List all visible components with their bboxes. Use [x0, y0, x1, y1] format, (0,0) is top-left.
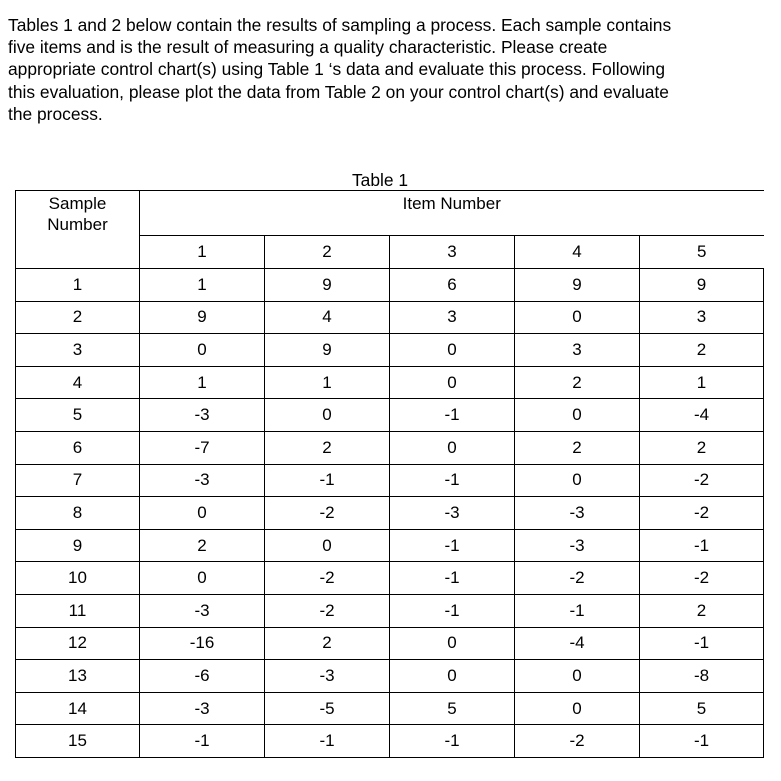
table-row — [16, 464, 764, 497]
value-cell: -2 — [640, 464, 764, 497]
item-column-header: 1 — [140, 236, 265, 269]
value-cell: 2 — [515, 431, 640, 464]
sample-number-cell: 8 — [16, 497, 140, 530]
value-cell: 2 — [640, 334, 764, 367]
table-row — [16, 497, 764, 530]
sample-number-cell: 1 — [16, 269, 140, 302]
value-cell: 0 — [390, 334, 515, 367]
value-cell: -2 — [265, 594, 390, 627]
table-row — [16, 725, 764, 758]
value-cell: 2 — [515, 366, 640, 399]
table-row — [16, 334, 764, 367]
value-cell: -2 — [515, 562, 640, 595]
value-cell: 0 — [390, 627, 515, 660]
table-row — [16, 594, 764, 627]
value-cell: -2 — [265, 562, 390, 595]
table-row — [16, 366, 764, 399]
sample-number-cell: 13 — [16, 660, 140, 693]
value-cell: 2 — [140, 529, 265, 562]
value-cell: 0 — [390, 431, 515, 464]
value-cell: 0 — [515, 399, 640, 432]
item-column-header: 3 — [390, 236, 515, 269]
value-cell: -8 — [640, 660, 764, 693]
value-cell: -1 — [640, 725, 764, 758]
value-cell: 5 — [640, 692, 764, 725]
value-cell: -3 — [265, 660, 390, 693]
value-cell: 2 — [640, 431, 764, 464]
sample-number-header: Sample Number — [16, 191, 140, 269]
sample-number-cell: 12 — [16, 627, 140, 660]
value-cell: -16 — [140, 627, 265, 660]
value-cell: -2 — [640, 562, 764, 595]
table-row — [16, 562, 764, 595]
value-cell: -3 — [515, 497, 640, 530]
value-cell: 4 — [265, 301, 390, 334]
value-cell: 0 — [140, 497, 265, 530]
sample-number-cell: 3 — [16, 334, 140, 367]
value-cell: -1 — [390, 562, 515, 595]
value-cell: 6 — [390, 269, 515, 302]
table-row — [16, 627, 764, 660]
value-cell: 0 — [390, 660, 515, 693]
value-cell: 3 — [640, 301, 764, 334]
item-column-header: 2 — [265, 236, 390, 269]
sample-number-cell: 7 — [16, 464, 140, 497]
table-title: Table 1 — [351, 170, 409, 190]
value-cell: 1 — [640, 366, 764, 399]
value-cell: 0 — [515, 660, 640, 693]
value-cell: 2 — [640, 594, 764, 627]
table-row — [16, 660, 764, 693]
value-cell: -1 — [140, 725, 265, 758]
value-cell: 9 — [640, 269, 764, 302]
data-table — [15, 190, 764, 758]
value-cell: -1 — [265, 464, 390, 497]
value-cell: -3 — [390, 497, 515, 530]
value-cell: -1 — [390, 725, 515, 758]
table-row — [16, 301, 764, 334]
value-cell: -1 — [640, 627, 764, 660]
value-cell: -1 — [515, 594, 640, 627]
item-column-header: 4 — [515, 236, 640, 269]
sample-number-cell: 11 — [16, 594, 140, 627]
value-cell: -1 — [390, 399, 515, 432]
value-cell: 3 — [390, 301, 515, 334]
item-number-header: Item Number — [140, 191, 764, 236]
value-cell: -4 — [640, 399, 764, 432]
instructions-paragraph: Tables 1 and 2 below contain the results of sampling a process. Each sample contains five items and is the result of measuring a quality characteristic. Please create appropriate control chart(s) using Table 1 ‘s data and evaluate this process. Following this evaluation, please plot the data from Table 2 on your control chart(s) and evaluate the process. — [8, 15, 672, 124]
value-cell: -6 — [140, 660, 265, 693]
sample-number-cell: 14 — [16, 692, 140, 725]
item-column-header: 5 — [640, 236, 764, 269]
table-body — [16, 269, 764, 758]
sample-number-cell: 4 — [16, 366, 140, 399]
value-cell: 1 — [140, 269, 265, 302]
value-cell: -3 — [140, 692, 265, 725]
value-cell: -3 — [515, 529, 640, 562]
value-cell: 0 — [265, 399, 390, 432]
table-row — [16, 269, 764, 302]
value-cell: 1 — [265, 366, 390, 399]
table-row — [16, 431, 764, 464]
value-cell: -3 — [140, 399, 265, 432]
table-row — [16, 692, 764, 725]
value-cell: -3 — [140, 594, 265, 627]
sample-number-cell: 10 — [16, 562, 140, 595]
table-row — [16, 399, 764, 432]
value-cell: -1 — [390, 594, 515, 627]
value-cell: -1 — [390, 464, 515, 497]
value-cell: -1 — [640, 529, 764, 562]
value-cell: 0 — [140, 562, 265, 595]
sample-number-cell: 2 — [16, 301, 140, 334]
value-cell: 9 — [265, 269, 390, 302]
value-cell: -1 — [265, 725, 390, 758]
value-cell: -7 — [140, 431, 265, 464]
value-cell: 0 — [140, 334, 265, 367]
value-cell: 0 — [515, 692, 640, 725]
value-cell: 0 — [515, 464, 640, 497]
value-cell: -4 — [515, 627, 640, 660]
value-cell: 0 — [515, 301, 640, 334]
table-row — [16, 529, 764, 562]
value-cell: 0 — [265, 529, 390, 562]
value-cell: -2 — [640, 497, 764, 530]
value-cell: 5 — [390, 692, 515, 725]
value-cell: -2 — [515, 725, 640, 758]
value-cell: -5 — [265, 692, 390, 725]
value-cell: 2 — [265, 431, 390, 464]
value-cell: -2 — [265, 497, 390, 530]
sample-number-cell: 15 — [16, 725, 140, 758]
value-cell: 2 — [265, 627, 390, 660]
value-cell: 1 — [140, 366, 265, 399]
value-cell: 9 — [265, 334, 390, 367]
sample-number-cell: 9 — [16, 529, 140, 562]
value-cell: -1 — [390, 529, 515, 562]
value-cell: 0 — [390, 366, 515, 399]
sample-number-cell: 5 — [16, 399, 140, 432]
value-cell: 9 — [140, 301, 265, 334]
sample-number-cell: 6 — [16, 431, 140, 464]
value-cell: 3 — [515, 334, 640, 367]
value-cell: 9 — [515, 269, 640, 302]
value-cell: -3 — [140, 464, 265, 497]
